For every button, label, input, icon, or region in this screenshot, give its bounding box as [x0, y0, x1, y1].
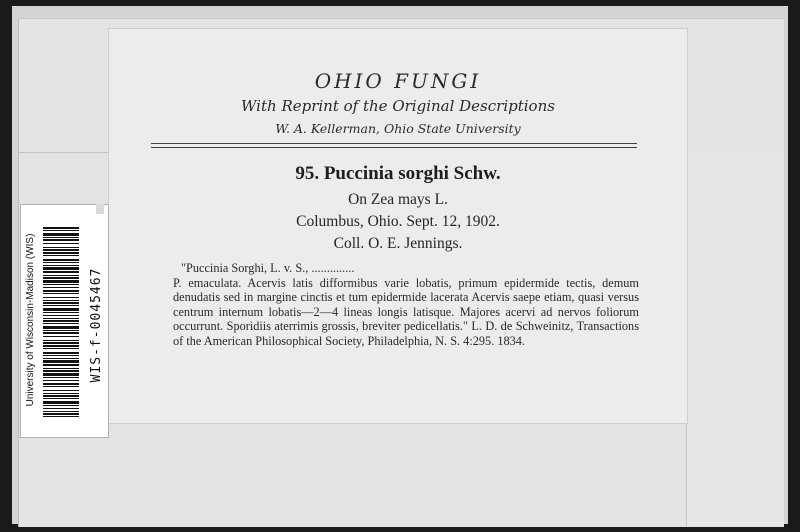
double-rule-top: [151, 143, 637, 144]
envelope-right-flap: [686, 152, 784, 526]
double-rule-bottom: [151, 147, 637, 148]
barcode-card: [20, 204, 109, 438]
description-quote: "Puccinia Sorghi, L. v. S., ..............: [181, 261, 355, 275]
barcode-card-tab: [96, 204, 104, 214]
series-title: OHIO FUNGI: [314, 69, 482, 93]
host-line: On Zea mays L.: [348, 191, 448, 208]
collector-line: Coll. O. E. Jennings.: [333, 235, 463, 252]
species-name: 95. Puccinia sorghi Schw.: [295, 163, 501, 184]
barcode-stripe: [43, 417, 79, 419]
series-author: W. A. Kellerman, Ohio State University: [275, 121, 521, 136]
specimen-label: [108, 28, 688, 424]
description-body: P. emaculata. Acervis latis difformibus varie lobatis, primum epidermide tectis, demum denudatis sed in margine cinctis et tum epidermide lacerata Acervis saepe etiam, quasi versus centrum internum lobatis—2—4 lineas longis latisque. Majores acervi ad nervos foliorum occurrunt. Sporidiis aterrimis grossis, breviter pedicellatis." L. D. de Schweinitz, Transactions of the American Philosophical Society, Philadelphia, N. S. 4:295. 1834.: [173, 275, 639, 348]
original-description: [173, 261, 639, 349]
barcode-bars: [43, 227, 79, 419]
series-subtitle: With Reprint of the Original Descriptions: [241, 97, 555, 115]
locality-date-line: Columbus, Ohio. Sept. 12, 1902.: [296, 213, 500, 230]
institution-text: University of Wisconsin-Madison (WIS): [25, 233, 36, 407]
specimen-id: WIS-f-0045467: [89, 267, 104, 383]
